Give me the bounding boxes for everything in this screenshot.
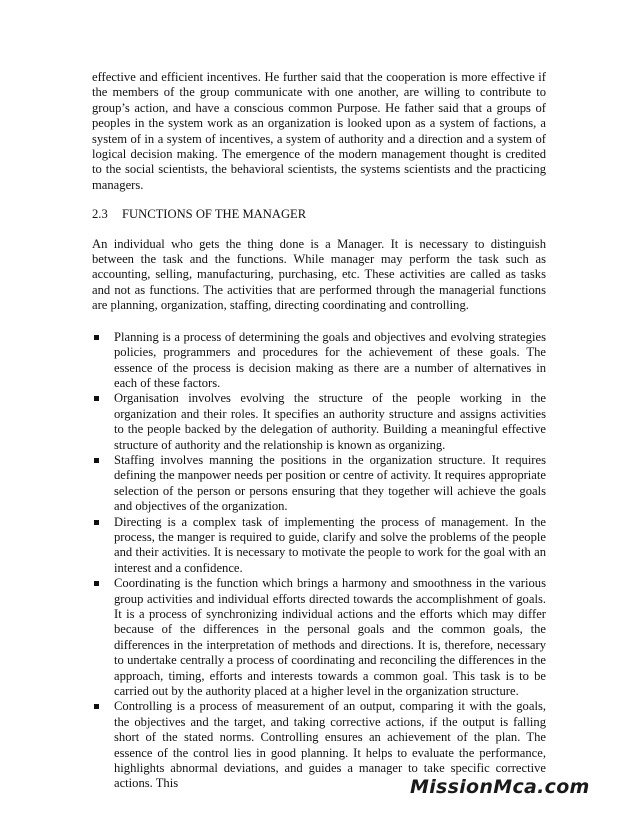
intro-paragraph: effective and efficient incentives. He further said that the cooperation is more effective if the members of the group communicate with one another, are willing to contribute to group’s action, and have a conscious common Purpose. He father said that a groups of peoples in the system work as an organization is looked upon as a system of factions, a system of in a system of incentives, a system of authority and a direction and a system of logical decision making. The emergence of the modern management thought is credited to the social scientists, the behavioral scientists, the systems scientists and the practicing managers.: [92, 70, 546, 192]
site-logo: MissionMca.com: [410, 776, 590, 798]
section-paragraph: An individual who gets the thing done is a Manager. It is necessary to distinguish between the task and the functions. While manager may perform the task such as accounting, selling, manufacturing, purchasing, etc. These activities are called as tasks and not as functions. The activities that are performed through the managerial functions are planning, organization, staffing, directing coordinating and controlling.: [92, 236, 546, 313]
section-number: 2.3: [92, 207, 108, 222]
list-item-text: Planning is a process of determining the goals and objectives and evolving strategies policies, programmers and procedures for the achievement of these goals. The essence of the process is decision making as there are a number of alternatives in each of these factors.: [114, 329, 546, 390]
list-item-text: Controlling is a process of measurement of an output, comparing it with the goals, the objectives and the target, and taking corrective actions, if the output is falling short of the stated norms. Controlling ensures an achievement of the plan. The essence of the control lies in good planning. It helps to evaluate the performance, highlights abnormal deviations, and guides a manager to take specific corrective actions. This: [114, 699, 546, 791]
square-bullet-icon: [94, 581, 99, 586]
square-bullet-icon: [94, 396, 99, 401]
list-item-planning: [92, 330, 546, 392]
list-item-text: Directing is a complex task of implementing the process of management. In the process, the manger is required to guide, clarify and solve the problems of the people and their activities. It is necessary to motivate the people to work for the goal with an interest and a confidence.: [114, 514, 546, 575]
square-bullet-icon: [94, 704, 99, 709]
list-item-directing: [92, 515, 546, 577]
list-item-coordinating: [92, 576, 546, 699]
section-title: FUNCTIONS OF THE MANAGER: [122, 207, 307, 222]
functions-list: [92, 330, 546, 792]
list-item-staffing: [92, 453, 546, 515]
square-bullet-icon: [94, 335, 99, 340]
document-page: [92, 70, 546, 792]
list-item-text: Staffing involves manning the positions in the organization structure. It requires defining the manpower needs per position or centre of activity. It requires appropriate selection of the person or persons ensuring that they together will achieve the goals and objectives of the organization.: [114, 452, 546, 514]
square-bullet-icon: [94, 520, 99, 525]
square-bullet-icon: [94, 458, 99, 463]
list-item-text: Coordinating is the function which brings a harmony and smoothness in the various group activities and individual efforts directed towards the accomplishment of goals. It is a process of synchronizing individual actions and the efforts which may differ because of the differences in the personal goals and the common goals, the differences in the interpretation of methods and directions. It is, therefore, necessary to undertake centrally a process of coordinating and reconciling the differences in the approach, timing, efforts and interests towards a common goal. This task is to be carried out by the authority placed at a higher level in the organization structure.: [114, 576, 546, 699]
section-heading: [92, 207, 546, 222]
list-item-text: Organisation involves evolving the structure of the people working in the organization and their roles. It specifies an authority structure and assigns activities to the people backed by the delegation of authority. Building a meaningful effective structure of authority and the relationship is known as organizing.: [114, 391, 546, 452]
list-item-organisation: [92, 391, 546, 453]
